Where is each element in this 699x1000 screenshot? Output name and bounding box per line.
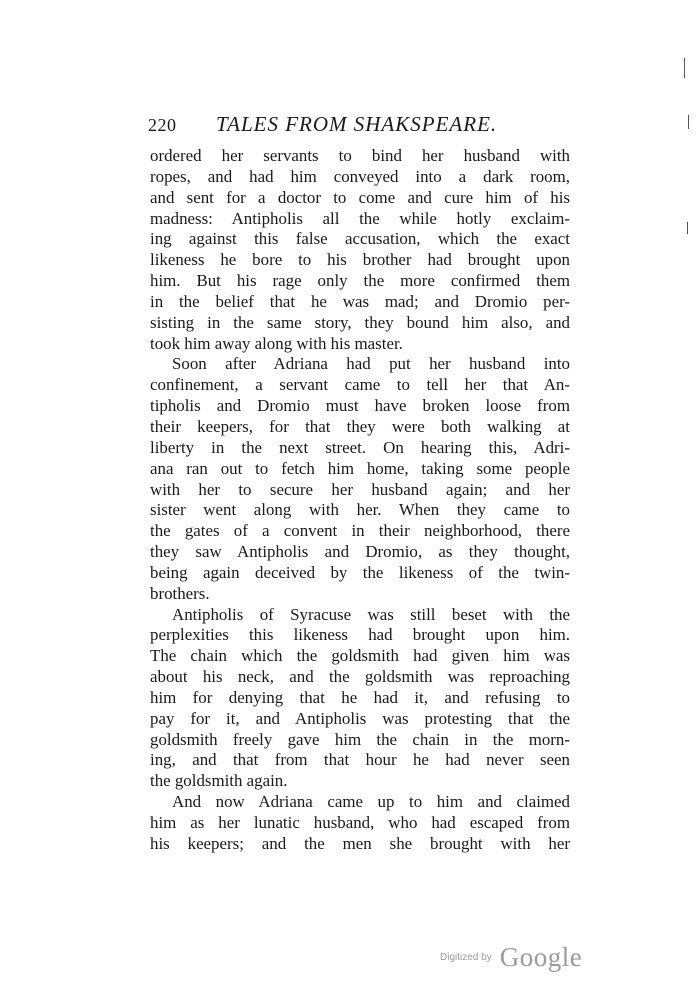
text-line: And now Adriana came up to him and claimed — [172, 792, 570, 812]
page-number: 220 — [148, 115, 177, 135]
text-line: him for denying that he had it, and refusing to — [150, 687, 570, 707]
text-line: sister went along with her. When they came to — [150, 500, 570, 520]
text-line: The chain which the goldsmith had given him was — [150, 646, 570, 666]
google-logo: Google — [499, 942, 583, 972]
edge-mark — [687, 222, 688, 234]
text-line: about his neck, and the goldsmith was reproaching — [150, 667, 570, 687]
text-line: likeness he bore to his brother had brought upon — [150, 250, 570, 270]
text-line: him as her lunatic husband, who had escaped from — [150, 813, 570, 832]
text-line: and sent for a doctor to come and cure him of his — [150, 187, 570, 207]
text-line: with her to secure her husband again; and her — [150, 479, 570, 499]
text-line: sisting in the same story, they bound him also, and — [150, 312, 570, 332]
text-line: Soon after Adriana had put her husband into — [172, 354, 570, 374]
text-line: they saw Antipholis and Dromio, as they thought, — [150, 542, 570, 562]
text-line: brothers. — [150, 583, 210, 603]
text-line: being again deceived by the likeness of the twin- — [150, 562, 570, 582]
text-line: the goldsmith again. — [150, 771, 288, 791]
text-line: tipholis and Dromio must have broken loose from — [150, 396, 570, 416]
text-line: madness: Antipholis all the while hotly exclaim- — [150, 208, 570, 228]
running-title: TALES FROM SHAKSPEARE. — [216, 112, 498, 136]
text-line: ordered her servants to bind her husband with — [150, 146, 570, 165]
text-line: ing against this false accusation, which the exact — [150, 229, 570, 249]
text-line: liberty in the next street. On hearing this, Adri- — [150, 437, 570, 457]
text-line: took him away along with his master. — [150, 333, 403, 353]
edge-mark — [684, 58, 685, 78]
text-line: pay for it, and Antipholis was protesting that the — [150, 708, 570, 728]
edge-mark — [688, 115, 689, 129]
text-line: perplexities this likeness had brought upon him. — [150, 625, 570, 645]
page-header — [148, 112, 568, 144]
digitized-by-google-watermark — [440, 942, 582, 973]
text-line: their keepers, for that they were both walking at — [150, 416, 570, 436]
text-line: goldsmith freely gave him the chain in the morn- — [150, 729, 570, 749]
text-line: the gates of a convent in their neighborhood, there — [150, 521, 570, 541]
text-line: Antipholis of Syracuse was still beset with the — [172, 604, 570, 624]
watermark-prefix: Digitized by — [440, 952, 492, 963]
text-line: him. But his rage only the more confirmed them — [150, 271, 570, 291]
text-line: ropes, and had him conveyed into a dark room, — [150, 166, 570, 186]
body-text — [150, 146, 570, 855]
text-line: his keepers; and the men she brought with her — [150, 833, 570, 853]
text-line: in the belief that he was mad; and Dromio per- — [150, 291, 570, 311]
text-line: ana ran out to fetch him home, taking some people — [150, 458, 570, 478]
text-line: confinement, a servant came to tell her that An- — [150, 375, 570, 395]
text-line: ing, and that from that hour he had never seen — [150, 750, 570, 770]
